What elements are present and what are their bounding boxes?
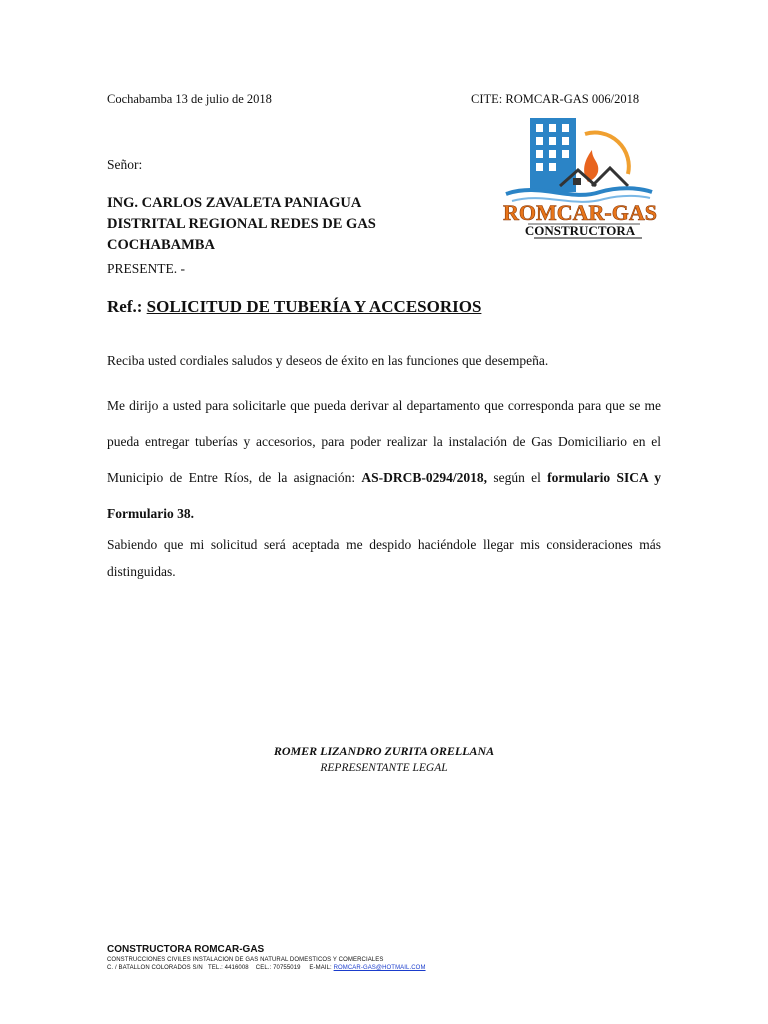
assignment-code: AS-DRCB-0294/2018,	[361, 470, 488, 485]
romcar-gas-logo	[500, 112, 660, 246]
reference-label: Ref.:	[107, 297, 143, 316]
presente-line: PRESENTE. -	[107, 261, 186, 276]
footer-tel: TEL.: 4416008	[208, 965, 249, 971]
footer-email-link[interactable]: ROMCAR-GAS@HOTMAIL.COM	[333, 965, 426, 971]
letter-footer	[107, 944, 426, 971]
request-text-continued: según el	[493, 470, 541, 485]
logo-name: ROMCAR-GAS	[503, 200, 657, 225]
reference-subject: SOLICITUD DE TUBERÍA Y ACCESORIOS	[146, 297, 482, 316]
recipient-name: ING. CARLOS ZAVALETA PANIAGUA	[107, 195, 362, 211]
request-paragraph	[107, 388, 661, 532]
reference-line	[107, 297, 481, 317]
recipient-position: DISTRITAL REGIONAL REDES DE GAS	[107, 216, 376, 232]
footer-services: CONSTRUCCIONES CIVILES INSTALACION DE GAS NATURAL DOMESTICOS Y COMERCIALES	[107, 957, 384, 963]
footer-company: CONSTRUCTORA ROMCAR-GAS	[107, 944, 265, 955]
wave-icon	[506, 188, 652, 195]
signer-role: REPRESENTANTE LEGAL	[320, 762, 448, 774]
forms-reference: formulario SICA y Formulario 38.	[107, 470, 662, 521]
footer-cel: CEL.: 70755019	[255, 965, 301, 971]
building-icon	[530, 118, 576, 192]
request-text: Me dirijo a usted para solicitarle que pueda derivar al departamento que corresponda para que se me pueda entregar tuberías y accesorios, para poder realizar la instalación de Gas Domiciliario en el Municipio de Entre Ríos, de la asignación:	[107, 398, 661, 485]
closing-paragraph: Sabiendo que mi solicitud será aceptada me despido haciéndole llegar mis consideraciones más distinguidas.	[107, 537, 661, 579]
footer-contact	[107, 965, 426, 971]
letter-date: Cochabamba 13 de julio de 2018	[107, 92, 272, 106]
greeting-paragraph: Reciba usted cordiales saludos y deseos de éxito en las funciones que desempeña.	[107, 353, 549, 368]
footer-email-label: E-MAIL:	[309, 965, 332, 971]
recipient-city: COCHABAMBA	[107, 237, 215, 253]
signer-name: ROMER LIZANDRO ZURITA ORELLANA	[273, 744, 495, 758]
footer-address: C. / BATALLON COLORADOS S/N	[107, 965, 203, 971]
logo-tagline: CONSTRUCTORA	[524, 223, 636, 238]
salutation: Señor:	[107, 157, 143, 172]
cite-number: CITE: ROMCAR-GAS 006/2018	[471, 92, 640, 106]
recipient-block	[107, 193, 376, 256]
